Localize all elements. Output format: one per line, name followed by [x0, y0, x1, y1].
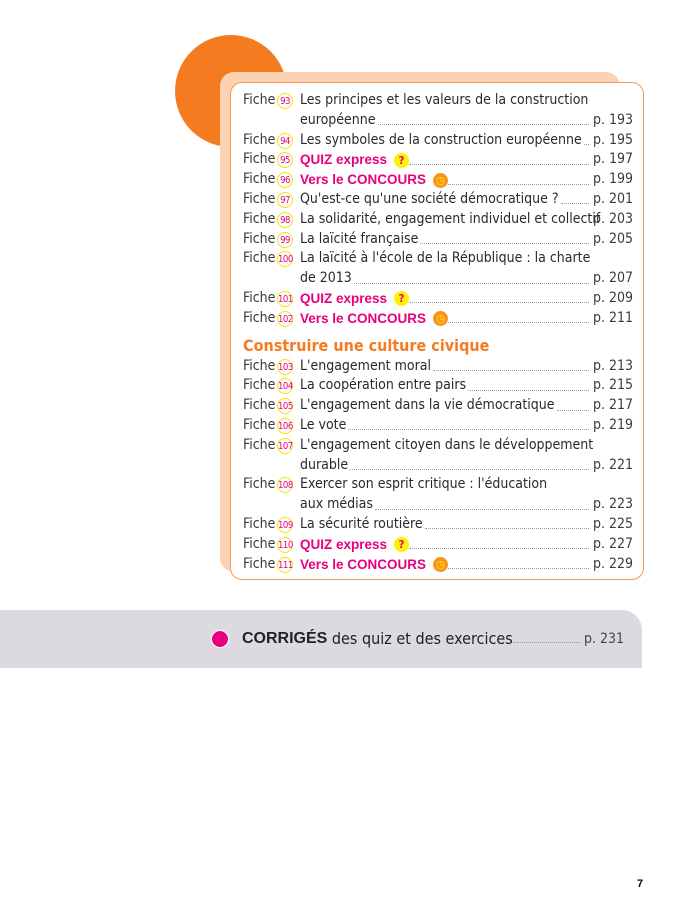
entry-page: p. 223 [592, 496, 633, 513]
dot-leader [448, 184, 589, 185]
fiche-label: Fiche [243, 416, 276, 433]
toc-entry[interactable] [243, 416, 633, 436]
fiche-label: Fiche [243, 535, 276, 552]
fiche-number-badge: 110 [277, 537, 293, 553]
entry-title-cont: aux médias [300, 495, 375, 515]
question-mark-icon: ? [394, 537, 409, 552]
dot-leader [375, 509, 589, 510]
toc-entry[interactable] [243, 357, 633, 377]
clock-icon: ◷ [433, 557, 448, 572]
page-number: 7 [637, 878, 644, 890]
question-mark-icon: ? [394, 291, 409, 306]
entry-title: Les symboles de la construction européenne [300, 131, 584, 151]
entry-page: p. 219 [592, 416, 633, 433]
fiche-number-badge: 96 [277, 172, 293, 188]
entry-title-wrap [300, 436, 594, 456]
corriges-entry[interactable] [242, 629, 624, 648]
entry-page: p. 203 [592, 210, 633, 227]
toc-entry[interactable] [243, 309, 633, 329]
fiche-number-badge: 106 [277, 418, 293, 434]
toc-entry[interactable] [243, 555, 633, 575]
dot-leader [425, 528, 589, 529]
toc-entry[interactable] [243, 131, 633, 151]
dot-leader [561, 203, 589, 204]
dot-leader [348, 429, 589, 430]
entry-page: p. 217 [592, 397, 633, 414]
corriges-rest: des quiz et des exercices [327, 629, 513, 648]
toc-entry[interactable] [243, 535, 633, 555]
entry-page: p. 205 [592, 230, 633, 247]
fiche-label: Fiche [243, 210, 276, 227]
toc-entry[interactable] [243, 190, 633, 210]
toc-entry[interactable] [243, 150, 633, 170]
toc-box [230, 82, 644, 580]
entry-title-wrap [300, 357, 589, 377]
toc-entry[interactable] [243, 376, 633, 396]
entry-title-cont: durable [300, 456, 350, 476]
entry-title: Le vote [300, 416, 348, 436]
fiche-number-badge: 111 [277, 557, 293, 573]
entry-page: p. 197 [592, 151, 633, 168]
fiche-number-badge: 99 [277, 232, 293, 248]
entry-title-wrap [300, 456, 589, 476]
dot-leader [433, 370, 589, 371]
fiche-label: Fiche [243, 357, 276, 374]
toc-entry[interactable] [243, 475, 633, 495]
entry-title-wrap [300, 416, 589, 436]
entry-title: La sécurité routière [300, 515, 425, 535]
fiche-number-badge: 95 [277, 152, 293, 168]
toc-entry[interactable] [243, 289, 633, 309]
entry-title: QUIZ express [300, 535, 389, 555]
entry-title: La coopération entre pairs [300, 376, 468, 396]
fiche-number-badge: 104 [277, 378, 293, 394]
entry-page: p. 229 [592, 555, 633, 572]
dot-leader [409, 548, 589, 549]
dot-leader [584, 144, 589, 145]
dot-leader [448, 568, 589, 569]
fiche-number-badge: 98 [277, 212, 293, 228]
fiche-number-badge: 102 [277, 311, 293, 327]
entry-page: p. 215 [592, 377, 633, 394]
toc-entry[interactable] [243, 249, 633, 269]
dot-leader [350, 469, 589, 470]
fiche-number-badge: 103 [277, 359, 293, 375]
fiche-label: Fiche [243, 230, 276, 247]
entry-title-wrap [300, 170, 589, 190]
entry-title-wrap [300, 475, 589, 495]
entry-title: Les principes et les valeurs de la construction [300, 91, 590, 111]
fiche-label: Fiche [243, 476, 276, 493]
entry-title: Vers le CONCOURS [300, 170, 428, 190]
fiche-label: Fiche [243, 377, 276, 394]
entry-title-wrap [300, 376, 589, 396]
entry-title-wrap [300, 535, 589, 555]
fiche-label: Fiche [243, 171, 276, 188]
fiche-label: Fiche [243, 289, 276, 306]
dot-leader [354, 283, 589, 284]
toc-entry-continuation[interactable] [243, 495, 633, 515]
entry-title-wrap [300, 289, 589, 309]
entry-title-wrap [300, 111, 589, 131]
toc-entry[interactable] [243, 91, 633, 111]
entry-page: p. 209 [592, 289, 633, 306]
dot-leader [409, 164, 589, 165]
entry-page: p. 207 [592, 270, 633, 287]
entry-title-wrap [300, 555, 589, 575]
dot-leader [409, 302, 589, 303]
toc-entry[interactable] [243, 210, 633, 230]
entry-page: p. 211 [592, 309, 633, 326]
entry-page: p. 195 [592, 131, 633, 148]
entry-page: p. 193 [592, 111, 633, 128]
dot-leader [468, 390, 589, 391]
entry-title-wrap [300, 515, 589, 535]
fiche-label: Fiche [243, 555, 276, 572]
table-of-contents [243, 91, 633, 574]
entry-title: Exercer son esprit critique : l'éducation [300, 475, 549, 495]
toc-entry[interactable] [243, 170, 633, 190]
fiche-label: Fiche [243, 250, 276, 267]
fiche-number-badge: 93 [277, 93, 293, 109]
entry-title-wrap [300, 190, 589, 210]
fiche-label: Fiche [243, 131, 276, 148]
entry-title-wrap [300, 230, 589, 250]
fiche-label: Fiche [243, 436, 276, 453]
entry-title: QUIZ express [300, 150, 389, 170]
entry-title: L'engagement citoyen dans le développement [300, 436, 595, 456]
dot-leader [513, 642, 581, 643]
clock-icon: ◷ [433, 173, 448, 188]
toc-entry-continuation[interactable] [243, 456, 633, 476]
clock-icon: ◷ [433, 311, 448, 326]
entry-title: La laïcité française [300, 230, 420, 250]
fiche-number-badge: 101 [277, 291, 293, 307]
entry-title-wrap [300, 269, 589, 289]
fiche-number-badge: 105 [277, 398, 293, 414]
toc-group-2 [243, 357, 633, 575]
corriges-page: p. 231 [583, 630, 624, 647]
toc-entry[interactable] [243, 230, 633, 250]
entry-title-wrap [300, 396, 589, 416]
toc-entry[interactable] [243, 436, 633, 456]
toc-group-1 [243, 91, 633, 329]
entry-page: p. 199 [592, 171, 633, 188]
entry-page: p. 213 [592, 357, 633, 374]
entry-page: p. 201 [592, 190, 633, 207]
entry-title-wrap [300, 131, 589, 151]
entry-page: p. 227 [592, 535, 633, 552]
entry-title: Vers le CONCOURS [300, 555, 428, 575]
entry-title: La laïcité à l'école de la République : la charte [300, 249, 592, 269]
fiche-number-badge: 97 [277, 192, 293, 208]
fiche-label: Fiche [243, 309, 276, 326]
fiche-label: Fiche [243, 92, 276, 108]
dot-leader [557, 410, 589, 411]
entry-title: Qu'est-ce qu'une société démocratique ? [300, 190, 561, 210]
entry-title-wrap [300, 309, 589, 329]
dot-leader [420, 243, 589, 244]
question-mark-icon: ? [394, 153, 409, 168]
toc-entry[interactable] [243, 396, 633, 416]
fiche-number-badge: 108 [277, 477, 293, 493]
entry-title-wrap [300, 91, 589, 111]
entry-title: La solidarité, engagement individuel et collectif [300, 210, 602, 230]
fiche-label: Fiche [243, 397, 276, 414]
entry-title-cont: européenne [300, 111, 378, 131]
fiche-number-badge: 109 [277, 517, 293, 533]
fiche-label: Fiche [243, 151, 276, 168]
entry-title: L'engagement dans la vie démocratique [300, 396, 557, 416]
entry-title-wrap [300, 495, 589, 515]
toc-entry-continuation[interactable] [243, 269, 633, 289]
corriges-bold: CORRIGÉS [242, 629, 328, 647]
entry-title-wrap [300, 150, 589, 170]
entry-page: p. 221 [592, 456, 633, 473]
entry-title-wrap [300, 249, 589, 269]
toc-entry[interactable] [243, 515, 633, 535]
entry-title: L'engagement moral [300, 357, 433, 377]
fiche-label: Fiche [243, 515, 276, 532]
fiche-number-badge: 100 [277, 251, 293, 267]
dot-leader [448, 322, 589, 323]
entry-title-cont: de 2013 [300, 269, 354, 289]
bullet-icon [211, 630, 229, 648]
dot-leader [378, 124, 589, 125]
fiche-number-badge: 107 [277, 438, 293, 454]
toc-entry-continuation[interactable] [243, 111, 633, 131]
section-title: Construire une culture civique [243, 335, 490, 355]
entry-page: p. 225 [592, 515, 633, 532]
entry-title-wrap [300, 210, 601, 230]
entry-title: QUIZ express [300, 289, 389, 309]
fiche-label: Fiche [243, 190, 276, 207]
fiche-number-badge: 94 [277, 133, 293, 149]
entry-title: Vers le CONCOURS [300, 309, 428, 329]
